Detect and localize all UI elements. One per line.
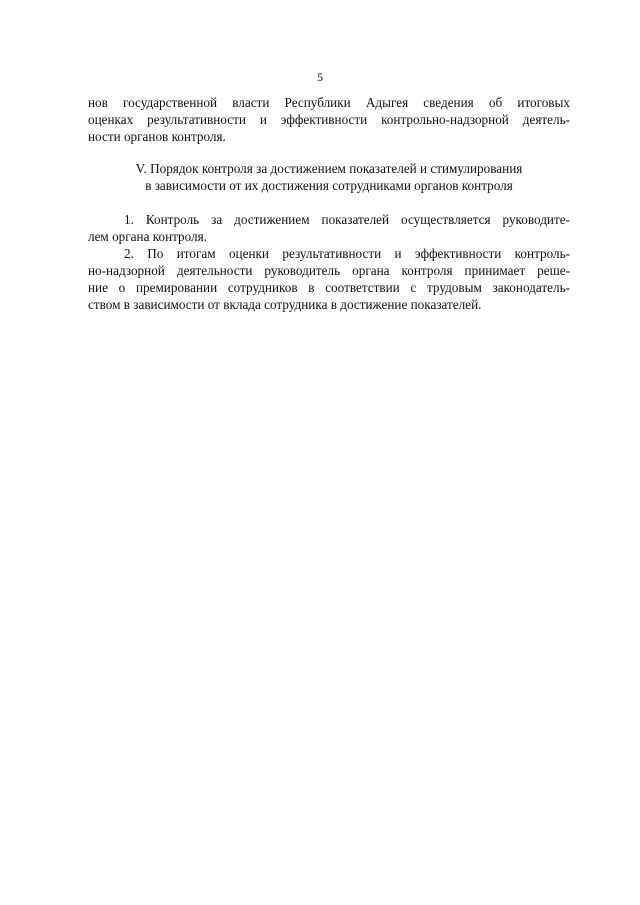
paragraph-line: ние о премировании сотрудников в соответствии с трудовым законодатель- xyxy=(88,280,570,295)
paragraph-line: 2. По итогам оценки результативности и эффективности контроль- xyxy=(124,246,570,261)
intro-paragraph-line: ности органов контроля. xyxy=(88,129,226,144)
paragraph-1 xyxy=(88,211,570,245)
paragraph-line: 1. Контроль за достижением показателей осуществляется руководите- xyxy=(124,212,570,227)
intro-paragraph-line: оценках результативности и эффективности контрольно-надзорной деятель- xyxy=(88,112,570,127)
paragraph-2 xyxy=(88,245,570,313)
page-number: 5 xyxy=(317,70,323,84)
section-body xyxy=(88,211,570,313)
intro-paragraph-line: нов государственной власти Республики Адыгея сведения об итоговых xyxy=(88,95,570,110)
paragraph-line: лем органа контроля. xyxy=(88,229,208,244)
section-heading xyxy=(88,160,570,194)
paragraph-line: ством в зависимости от вклада сотрудника в достижение показателей. xyxy=(88,297,482,312)
paragraph-line: но-надзорной деятельности руководитель органа контроля принимает реше- xyxy=(88,263,570,278)
section-heading-line: V. Порядок контроля за достижением показателей и стимулирования xyxy=(135,161,523,176)
intro-paragraph xyxy=(88,94,570,145)
section-heading-line: в зависимости от их достижения сотрудниками органов контроля xyxy=(145,178,513,193)
